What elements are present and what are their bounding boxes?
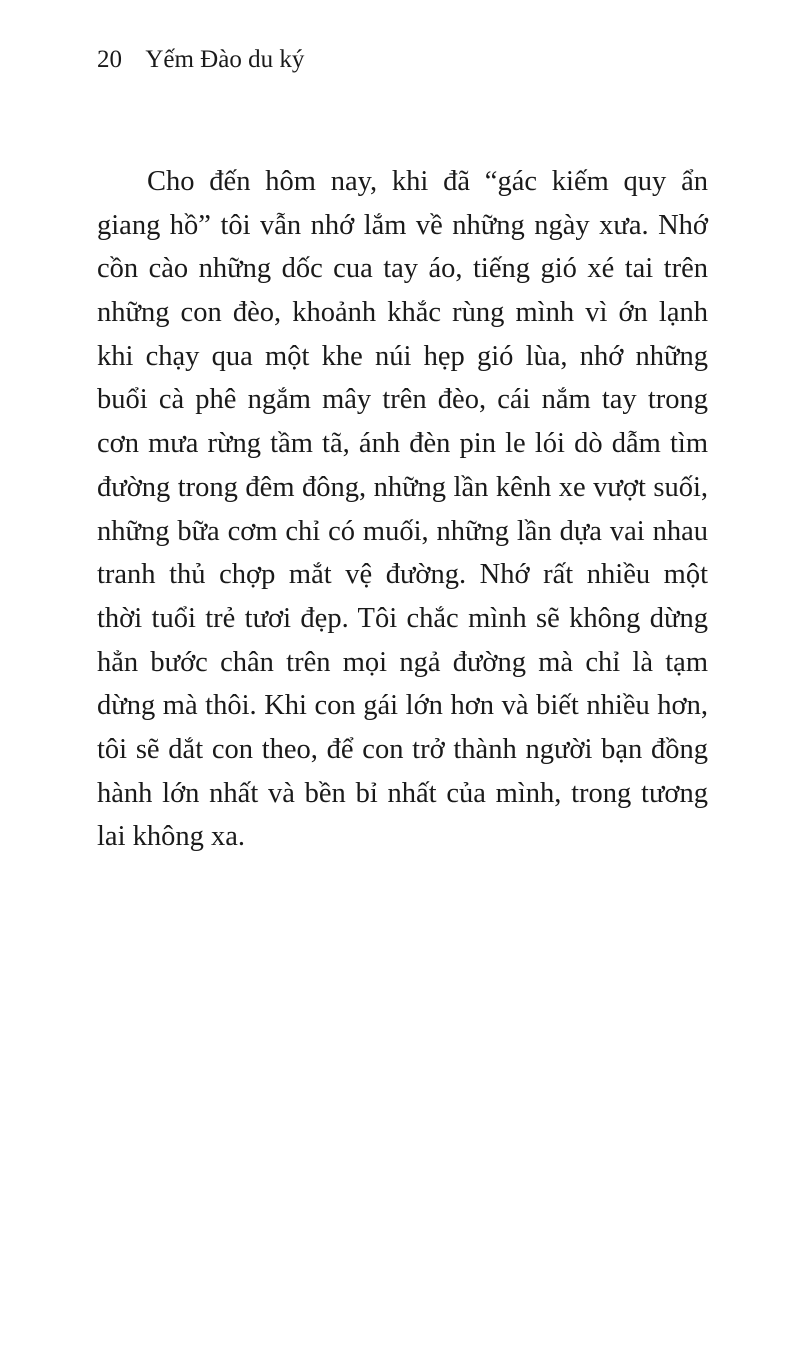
running-header	[97, 46, 304, 74]
text-line: tôi sẽ dắt con theo, để con trở thành người bạn đồng	[97, 733, 708, 765]
text-line: hẳn bước chân trên mọi ngả đường mà chỉ là tạm	[97, 646, 708, 678]
text-line: giang hồ” tôi vẫn nhớ lắm về những ngày xưa. Nhớ	[97, 209, 708, 241]
text-line: Cho đến hôm nay, khi đã “gác kiếm quy ẩn	[147, 166, 708, 197]
text-line: hành lớn nhất và bền bỉ nhất của mình, trong tương	[97, 777, 708, 809]
text-line: đường trong đêm đông, những lần kênh xe vượt suối,	[97, 471, 708, 503]
text-line: buổi cà phê ngắm mây trên đèo, cái nắm tay trong	[97, 384, 708, 416]
text-line: những con đèo, khoảnh khắc rùng mình vì ớn lạnh	[97, 297, 708, 329]
text-line: cơn mưa rừng tầm tã, ánh đèn pin le lói dò dẫm tìm	[97, 428, 708, 460]
page-number: 20	[97, 46, 122, 73]
text-line: khi chạy qua một khe núi hẹp gió lùa, nhớ những	[97, 340, 708, 372]
text-line: cồn cào những dốc cua tay áo, tiếng gió xé tai trên	[97, 253, 708, 285]
text-line: thời tuổi trẻ tươi đẹp. Tôi chắc mình sẽ không dừng	[97, 602, 708, 634]
text-line: tranh thủ chợp mắt vệ đường. Nhớ rất nhiều một	[97, 559, 708, 591]
text-line: những bữa cơm chỉ có muối, những lần dựa vai nhau	[97, 515, 708, 547]
text-line: lai không xa.	[97, 821, 246, 853]
running-title: Yếm Đào du ký	[145, 46, 305, 73]
text-line: dừng mà thôi. Khi con gái lớn hơn và biết nhiều hơn,	[97, 690, 708, 722]
body-paragraph	[97, 160, 708, 859]
